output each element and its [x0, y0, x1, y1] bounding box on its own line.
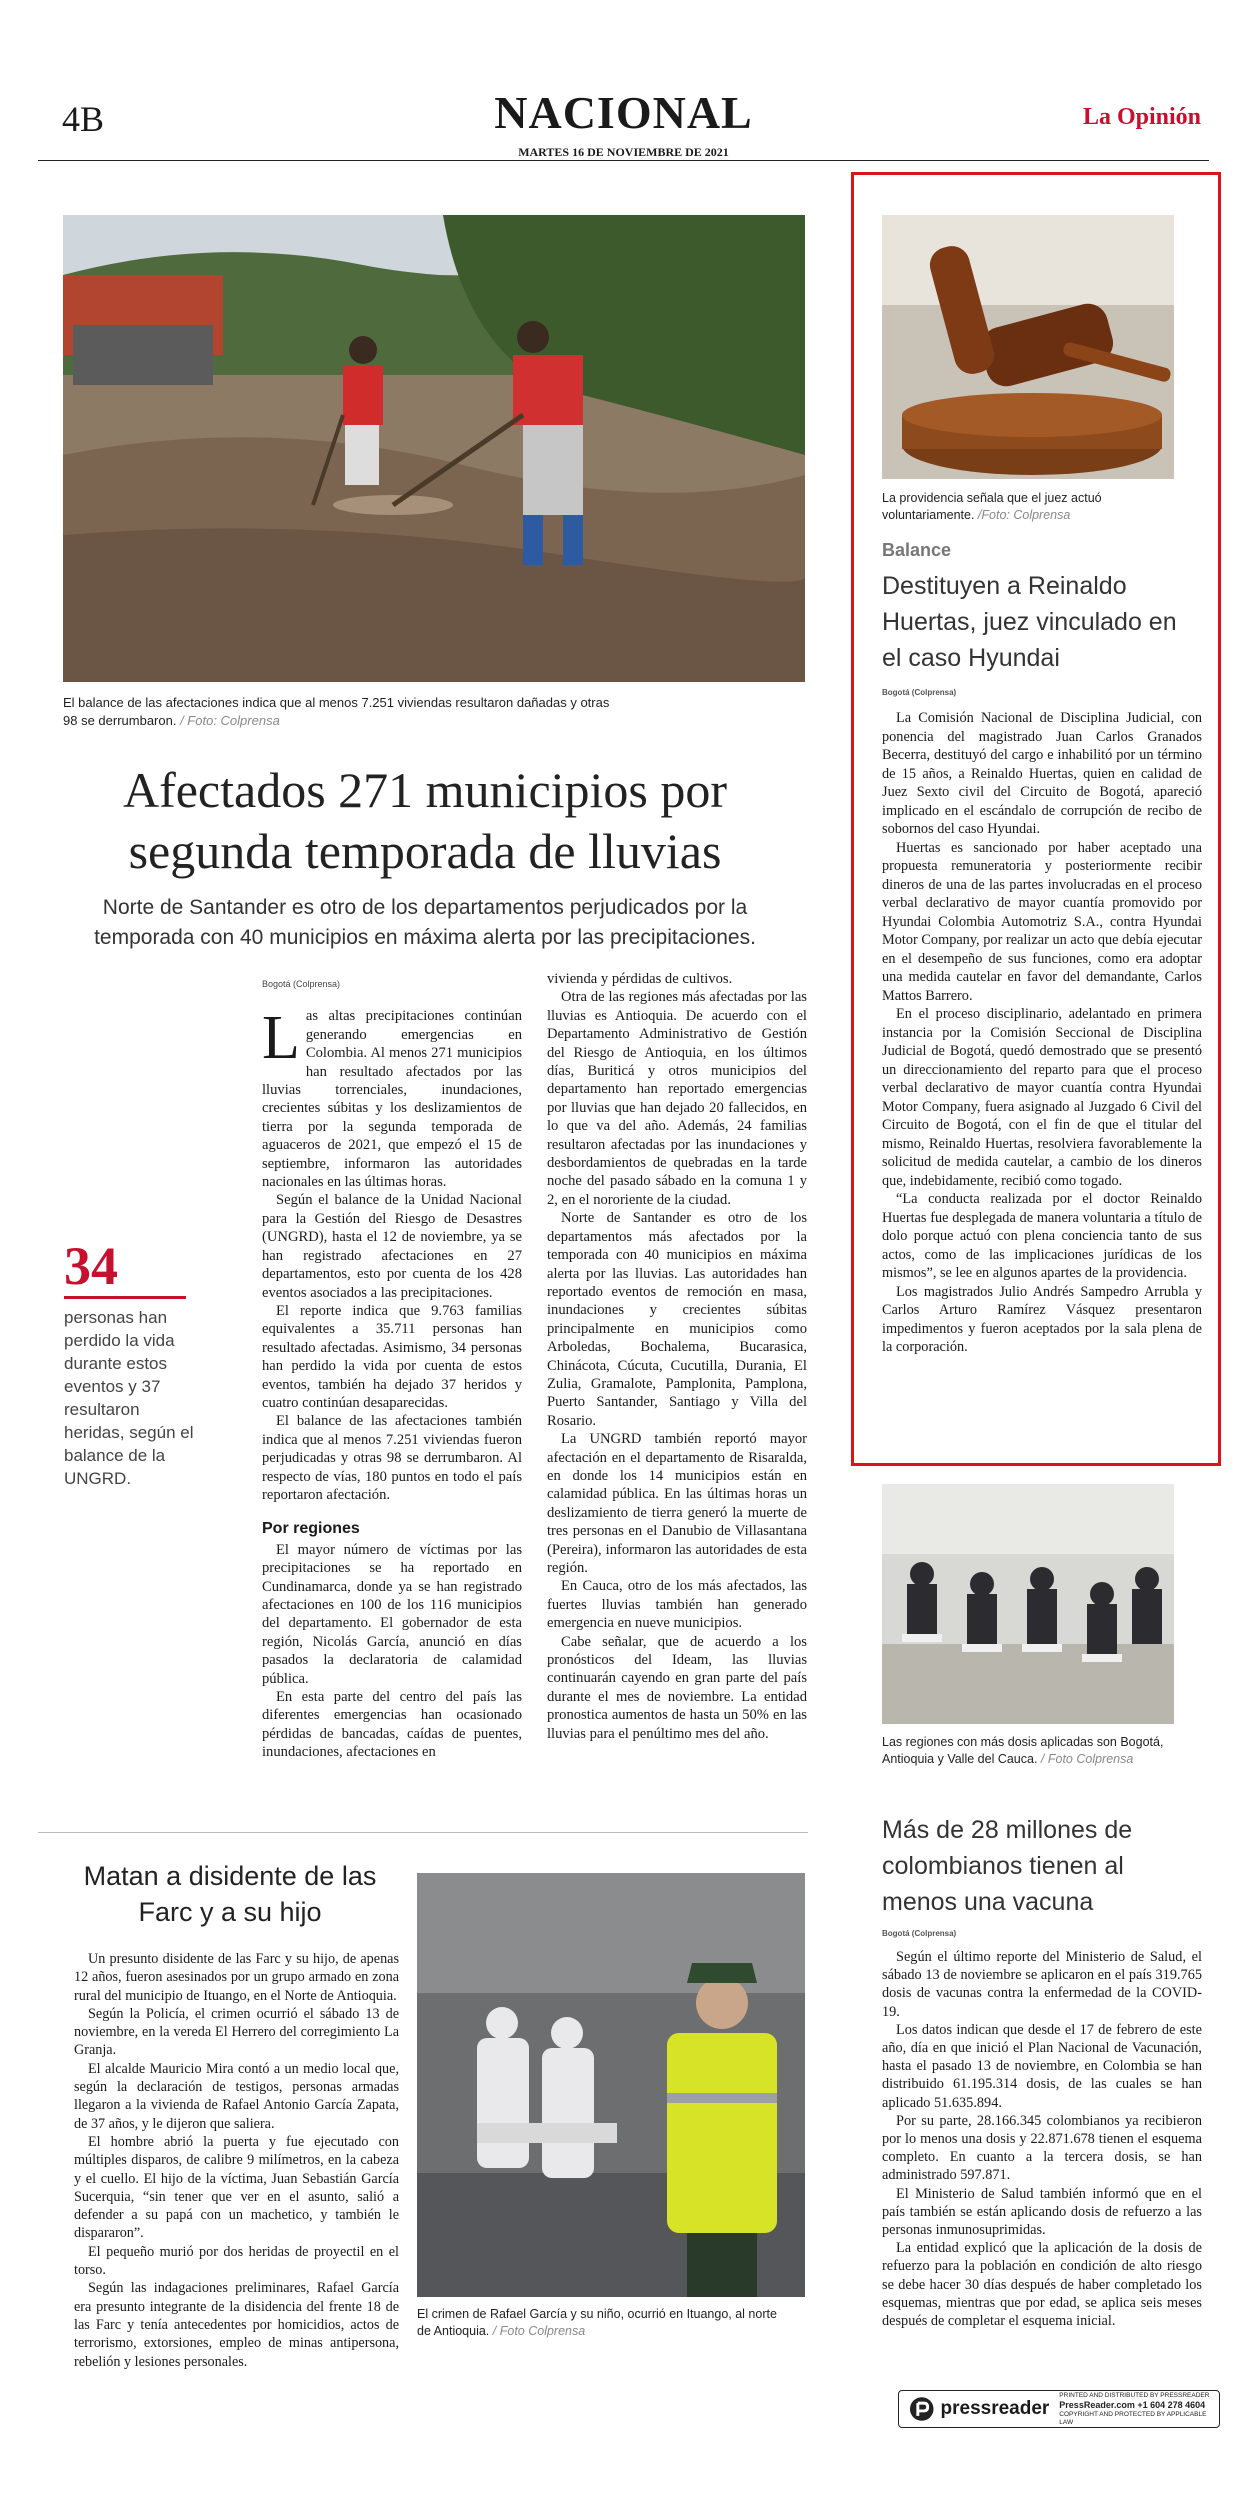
brand-logo[interactable]: La Opinión: [1082, 104, 1201, 130]
paragraph: El alcalde Mauricio Mira contó a un medio local que, según la declaración de testigos, personas armadas llegaron a la vivienda de Rafael Antonio García Zapata, de 37 años, y le dijeron que saliera.: [74, 2060, 399, 2132]
paragraph: Norte de Santander es otro de los departamentos más afectados por la temporada con 40 municipios en máxima alerta por las lluvias. Las autoridades han reportado eventos de remoción en masa, inundaciones y crecientes súbitas principalmente en municipios como Arboledas, Bochalema, Bucarasica, Chinácota, Cúcuta, Cucutilla, Durania, El Zulia, Gramalote, Pamplonita, Pamplona, Puerto Santander, Santiago y Villa del Rosario.: [547, 1210, 807, 1429]
dropcap: L: [262, 1004, 300, 1073]
main-photo: [63, 215, 805, 682]
main-body-column-1: [262, 975, 522, 1762]
masthead-rule: [38, 160, 1209, 161]
vaccine-body: [882, 1948, 1202, 2330]
farc-body: [74, 1950, 399, 2371]
crime-scene-photo: [417, 1873, 805, 2297]
sidebar-kicker: Balance: [882, 540, 952, 560]
crime-scene-photo-caption: El crimen de Rafael García y su niño, ocurrió en Ituango, al norte de Antioquia. / Foto Colprensa: [417, 2307, 777, 2338]
subhead: Por regiones: [262, 1520, 360, 1538]
paragraph: La UNGRD también reportó mayor afectación en el departamento de Risaralda, en donde los 14 municipios están en calamidad pública. En las últimas horas un deslizamiento de tierra generó la muerte de tres personas en el Danubio de Villasantana (Pereira), informaron las autoridades de esta región.: [547, 1431, 807, 1576]
paragraph: El hombre abrió la puerta y fue ejecutado con múltiples disparos, de calibre 9 milímetros, en la cabeza y el cuello. El hijo de la víctima, Juan Sebastián García Sucerquia, “sin tener que ver en el asunto, salió a defender a su papá con un machetico, y también le dispararon”.: [74, 2133, 399, 2242]
photo-credit: / Foto Colprensa: [492, 2324, 586, 2338]
paragraph: vivienda y pérdidas de cultivos.: [547, 971, 733, 987]
stat-rule: [64, 1296, 186, 1299]
vaccine-dateline: Bogotá (Colprensa): [882, 1929, 957, 1938]
paragraph: En el proceso disciplinario, adelantado en primera instancia por la Comisión Seccional de Disciplina Judicial de Bogotá, quedó demostrado que se presentó un direccionamiento del reparto para que el proceso verbal declarativo de mayor cuantía contra Hyundai Motor Company, fuera asignado al Juzgado 6 Civil del Circuito de Bogotá, con el fin de que el titular del mismo, Reinaldo Huertas, resolviera favorablemente la solicitud de medida cautelar, a cambio de los dineros que, indebidamente, recibió como togado.: [882, 1006, 1202, 1189]
pressreader-logo-icon: [909, 2396, 935, 2422]
photo-credit: / Foto Colprensa: [1040, 1752, 1134, 1766]
paragraph: Los datos indican que desde el 17 de febrero de este año, día en que inició el Plan Nacional de Vacunación, hasta el pasado 13 de noviembre, en Colombia se han distribuido 61.195.314 dosis, de las cuales se han aplicado 51.635.894.: [882, 2021, 1202, 2111]
pressreader-brand: pressreader: [940, 2398, 1050, 2419]
photo-credit: /Foto: Colprensa: [977, 508, 1071, 522]
sidebar-headline[interactable]: Destituyen a Reinaldo Huertas, juez vinculado en el caso Hyundai: [882, 572, 1177, 672]
main-body-column-2: [547, 970, 807, 1743]
gavel-photo: [882, 215, 1174, 479]
stat-number: 34: [64, 1236, 118, 1296]
paragraph: El mayor número de víctimas por las precipitaciones se ha reportado en Cundinamarca, donde ya se han registrado afectaciones en 100 de los 116 municipios del departamento. El gobernador de esta región, Nicolás García, anunció en días pasados la declaratoria de calamidad pública.: [262, 1541, 522, 1687]
paragraph: Según la Policía, el crimen ocurrió el sábado 13 de noviembre, en la vereda El Herrero del corregimiento La Granja.: [74, 2005, 399, 2059]
paragraph: En esta parte del centro del país las diferentes emergencias han ocasionado pérdidas de bancadas, caídas de puentes, inundaciones, afectaciones en: [262, 1689, 522, 1761]
page-number: 4B: [62, 99, 105, 139]
paragraph: Huertas es sancionado por haber aceptado una propuesta remuneratoria y posteriormente recibir dineros de una de las partes involucradas en el proceso verbal declarativo de mayor cuantía promovido por Hyundai Colombia Automotriz S.A., contra Hyundai Motor Company, por realizar un acto que debía ejecutar en el desempeño de sus funciones, como era adoptar una medida cautelar en favor del demandante, Carlos Mattos Barrero.: [882, 839, 1202, 1004]
paragraph: Según el balance de la Unidad Nacional para la Gestión del Riesgo de Desastres (UNGRD), hasta el 12 de noviembre, ya se han registrado afectaciones en 27 departamentos, esto por cuenta de los 428 eventos asociados a las precipitaciones.: [262, 1192, 522, 1301]
pressreader-info: PRINTED AND DISTRIBUTED BY PRESSREADER PressReader.com +1 604 278 4604 COPYRIGHT AND PROTECTED BY APPLICABLE LAW: [1059, 2391, 1210, 2426]
vaccine-photo-caption: Las regiones con más dosis aplicadas son Bogotá, Antioquia y Valle del Cauca. / Foto Colprensa: [882, 1735, 1164, 1766]
pressreader-badge[interactable]: [898, 2390, 1220, 2428]
photo-credit: / Foto: Colprensa: [180, 713, 280, 728]
paragraph: Por su parte, 28.166.345 colombianos ya recibieron por lo menos una dosis y 22.871.678 tienen el esquema completo. En cuanto a la tercera dosis, se han administrado 597.871.: [882, 2112, 1202, 2184]
main-dateline: Bogotá (Colprensa): [262, 979, 341, 989]
paragraph: El balance de las afectaciones también indica que al menos 7.251 viviendas fueron perjudicadas y otras 98 se derrumbaron. Al respecto de vías, 180 puntos en todo el país reportaron afectación.: [262, 1413, 522, 1503]
paragraph: Un presunto disidente de las Farc y su hijo, de apenas 12 años, fueron asesinados por un grupo armado en zona rural del municipio de Ituango, en el Norte de Antioquia.: [74, 1951, 399, 2004]
paragraph: Según las indagaciones preliminares, Rafael García era presunto integrante de la disidencia del frente 18 de las Farc y tenía antecedentes por homicidios, actos de terrorismo, extorsiones, empleo de minas antipersona, rebelión y lesiones personales.: [74, 2280, 399, 2370]
vaccine-headline: Más de 28 millones de colombianos tienen al menos una vacuna: [882, 1816, 1133, 1916]
main-headline: Afectados 271 municipios por segunda temporada de lluvias: [122, 762, 728, 879]
vaccine-photo: [882, 1484, 1174, 1724]
paragraph: Cabe señalar, que de acuerdo a los pronósticos del Ideam, las lluvias continuarán cayendo en gran parte del país durante el mes de noviembre. La entidad pronostica aumentos de hasta un 50% en las lluvias para el penúltimo mes del año.: [547, 1633, 807, 1742]
paragraph: La Comisión Nacional de Disciplina Judicial, con ponencia del magistrado Juan Carlos Granados Becerra, destituyó del cargo e inhabilitó por un término de 15 años, a Reinaldo Huertas, quien en calidad de Juez Sexto civil del Circuito de Bogotá, apareció implicado en el escándalo de corrupción de recibo de sobornos del caso Hyundai.: [882, 710, 1202, 837]
paragraph: Según el último reporte del Ministerio de Salud, el sábado 13 de noviembre se aplicaron en el país 319.765 dosis de vacunas contra la enfermedad de la COVID-19.: [882, 1949, 1202, 2020]
section-divider: [38, 1832, 808, 1833]
sidebar-body: [882, 709, 1202, 1357]
publication-date: MARTES 16 DE NOVIEMBRE DE 2021: [518, 145, 729, 159]
gavel-photo-caption: La providencia señala que el juez actuó voluntariamente. /Foto: Colprensa: [882, 491, 1102, 522]
paragraph: El pequeño murió por dos heridas de proyectil en el torso.: [74, 2243, 399, 2279]
paragraph: El reporte indica que 9.763 familias equivalentes a 35.711 personas han resultado afectadas. Asimismo, 34 personas han perdido la vida por cuenta de estos eventos, también ha dejado 37 heridos y cuatro continúan desaparecidas.: [262, 1302, 522, 1411]
main-photo-caption: El balance de las afectaciones indica que al menos 7.251 viviendas resultaron dañadas y otras 98 se derrumbaron. / Foto: Colprensa: [63, 695, 610, 728]
section-title: NACIONAL: [494, 87, 753, 138]
paragraph: Los magistrados Julio Andrés Sampedro Arrubla y Carlos Arturo Ramírez Vásquez presentaron impedimentos y fueron aceptados por la sala plena de la corporación.: [882, 1283, 1202, 1355]
main-lead-paragraph: Las altas precipitaciones continúan generando emergencias en Colombia. Al menos 271 municipios han resultado afectados por las lluvias torrenciales, inundaciones, crecientes súbitas y los deslizamientos de tierra por la segunda temporada de aguaceros de 2021, que empezó el 15 de septiembre, informaron las autoridades nacionales en las últimas horas.: [262, 1004, 522, 1191]
paragraph: En Cauca, otro de los más afectados, las fuertes lluvias también han generado emergencia en nueve municipios.: [547, 1578, 807, 1632]
farc-headline: Matan a disidente de las Farc y a su hijo: [83, 1861, 377, 1927]
paragraph: La entidad explicó que la aplicación de la dosis de refuerzo para la población en condición de alto riesgo se debe hacer 30 días después de haber completado los esquemas, mientras que por edad, se aplica seis meses después de completar el esquema inicial.: [882, 2240, 1202, 2330]
paragraph: “La conducta realizada por el doctor Reinaldo Huertas fue desplegada de manera voluntaria a título de dolo porque actuó con plena conciencia tanto de sus actos, como de las implicaciones jurídicas de los mismos”, se lee en algunos apartes de la providencia.: [882, 1191, 1202, 1281]
paragraph: El Ministerio de Salud también informó que en el país también se están aplicando dosis de refuerzo a las personas inmunosuprimidas.: [882, 2185, 1202, 2239]
main-deck: Norte de Santander es otro de los departamentos perjudicados por la temporada con 40 municipios en máxima alerta por las precipitaciones.: [94, 896, 756, 949]
paragraph: Otra de las regiones más afectadas por las lluvias es Antioquia. De acuerdo con el Departamento Administrativo de Gestión del Riesgo de Antioquia, en los últimos días, Buriticá y otros municipios del departamento han reportado emergencias por lluvias que han dejado 20 fallecidos, en lo que va del año. Además, 24 familias resultaron afectadas por las inundaciones y desbordamientos de quebradas en la tarde noche del pasado sábado en la comuna 1 y 2, en el nororiente de la ciudad.: [547, 989, 807, 1208]
stat-text: personas han perdido la vida durante estos eventos y 37 resultaron heridas, según el balance de la UNGRD.: [64, 1308, 194, 1488]
sidebar-dateline: Bogotá (Colprensa): [882, 688, 957, 697]
